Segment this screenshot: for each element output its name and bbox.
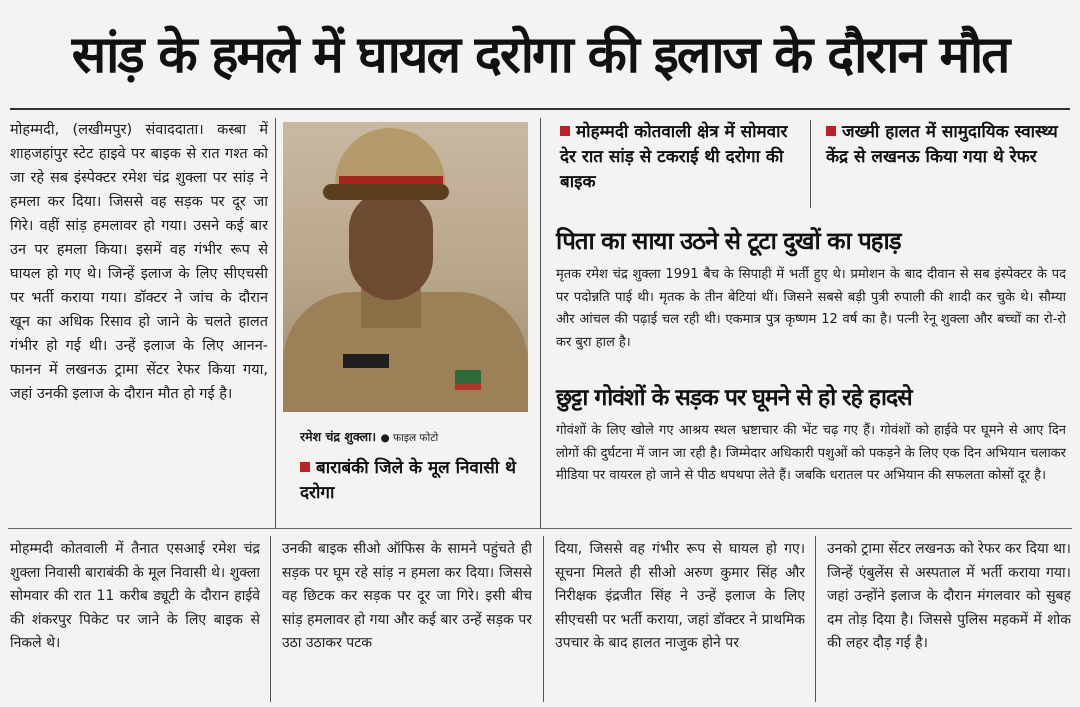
subhead-cattle: छुट्टा गोवंशों के सड़क पर घूमने से हो रहे हादसे bbox=[556, 385, 912, 411]
column-divider bbox=[815, 536, 816, 702]
highlight-2: जख्मी हालत में सामुदायिक स्वास्थ्य केंद्र से लखनऊ किया गया थे रेफर bbox=[826, 122, 1058, 167]
subhead-father: पिता का साया उठने से टूटा दुखों का पहाड़ bbox=[556, 227, 901, 255]
paragraph-family: मृतक रमेश चंद्र शुक्ला 1991 बैच के सिपाही में भर्ती हुए थे। प्रमोशन के बाद दीवान से सब इंस्पेक्टर के पद पर पदोन्नति पाई थी। मृतक के तीन बेटियां थीं। जिसने सबसे बड़ी पुत्री रुपाली की शादी कर चुके थे। सौम्या और आंचल की पढ़ाई चल रही थी। एकमात्र पुत्र कृष्णम 12 वर्ष का है। पत्नी रेनू शुक्ला और बच्चों का रो-रो कर बुरा हाल है। bbox=[556, 267, 1066, 350]
officer-photo bbox=[283, 122, 528, 412]
bottom-column-1: मोहम्मदी कोतवाली में तैनात एसआई रमेश चंद्र शुक्ला निवासी बाराबंकी के मूल निवासी थे। शुक्ला सोमवार की रात 11 करीब ड्यूटी के दौरान हाईवे की शंकरपुर पिकेट पर जाने के लिए बाइक से निकले थे। bbox=[10, 541, 260, 651]
column-divider bbox=[270, 536, 271, 702]
page-headline: सांड़ के हमले में घायल दरोगा की इलाज के दौरान मौत bbox=[71, 26, 1009, 85]
photo-highlight: बाराबंकी जिले के मूल निवासी थे दरोगा bbox=[300, 458, 516, 503]
section-divider bbox=[8, 528, 1072, 529]
article-column-1: मोहम्मदी, (लखीमपुर) संवाददाता। कस्बा में शाहजहांपुर स्टेट हाइवे पर बाइक से रात गश्त को जा रहे सब इंस्पेक्टर रमेश चंद्र शुक्ला पर सांड़ ने हमला कर दिया। जिससे वह सड़क पर दूर जा गिरे। वहीं सांड़ हमलावर हो गया। उसने कई बार उन पर हमला किया। इसमें वह गंभीर रूप से घायल हो गए थे। जिन्हें इलाज के लिए सीएचसी पर भर्ती कराया गया। डॉक्टर ने जांच के दौरान खून का अधिक रिसाव हो जाने के चलते हालत गंभीर हो गई थी। उन्हें इलाज के लिए आनन-फानन में लखनऊ ट्रामा सेंटर रेफर किया गया, जहां उनकी इलाज के दौरान मौत हो गई है। bbox=[10, 122, 268, 402]
photo-caption bbox=[300, 428, 438, 445]
headline-divider bbox=[10, 108, 1070, 110]
bullet-square-icon bbox=[560, 126, 570, 136]
bottom-column-3: दिया, जिससे वह गंभीर रूप से घायल हो गए। सूचना मिलते ही सीओ अरुण कुमार सिंह और निरीक्षक इंद्रजीत सिंह ने उन्हें इलाज के लिए सीएचसी पर भर्ती कराया, जहां डॉक्टर ने प्राथमिक उपचार के बाद हालत नाजुक होने पर bbox=[555, 541, 805, 651]
paragraph-cattle: गोवंशों के लिए खोले गए आश्रय स्थल भ्रष्टाचार की भेंट चढ़ गए हैं। गोवंशों को हाईवे पर घूमने से आए दिन लोगों की दुर्घटना में जान जा रही है। जिम्मेदार अधिकारी पशुओं को पकड़ने के लिए एक दिन अभियान चलाकर मीडिया पर वायरल हो जाने से पीठ थपथपा लेते हैं। जबकि धरातल पर अभियान की सफलता कोसों दूर है। bbox=[556, 423, 1066, 483]
highlight-1: मोहम्मदी कोतवाली क्षेत्र में सोमवार देर रात सांड़ से टकराई थी दरोगा की बाइक bbox=[560, 122, 788, 192]
caption-name: रमेश चंद्र शुक्ला। bbox=[300, 429, 377, 444]
bottom-column-2: उनकी बाइक सीओ ऑफिस के सामने पहुंचते ही सड़क पर घूम रहे सांड़ न हमला कर दिया। जिससे वह छिटक कर सड़क पर दूर जा गिरे। इसी बीच सांड़ हमलावर हो गया और कई बार उन्हें सड़क पर उठा उठाकर पटक bbox=[282, 541, 532, 651]
column-divider bbox=[543, 536, 544, 702]
caption-credit: ● फाइल फोटो bbox=[380, 432, 439, 444]
highlight-divider bbox=[810, 120, 811, 208]
bullet-square-icon bbox=[826, 126, 836, 136]
column-divider bbox=[275, 118, 276, 528]
column-divider bbox=[540, 118, 541, 528]
bottom-column-4: उनको ट्रामा सेंटर लखनऊ को रेफर कर दिया था। जिन्हें एंबुलेंस से अस्पताल में भर्ती कराया गया। जहां उन्होंने इलाज के दौरान मंगलवार को सुबह दम तोड़ दिया है। जिससे पुलिस महकमें में शोक की लहर दौड़ गई है। bbox=[827, 541, 1071, 651]
bullet-square-icon bbox=[300, 462, 310, 472]
